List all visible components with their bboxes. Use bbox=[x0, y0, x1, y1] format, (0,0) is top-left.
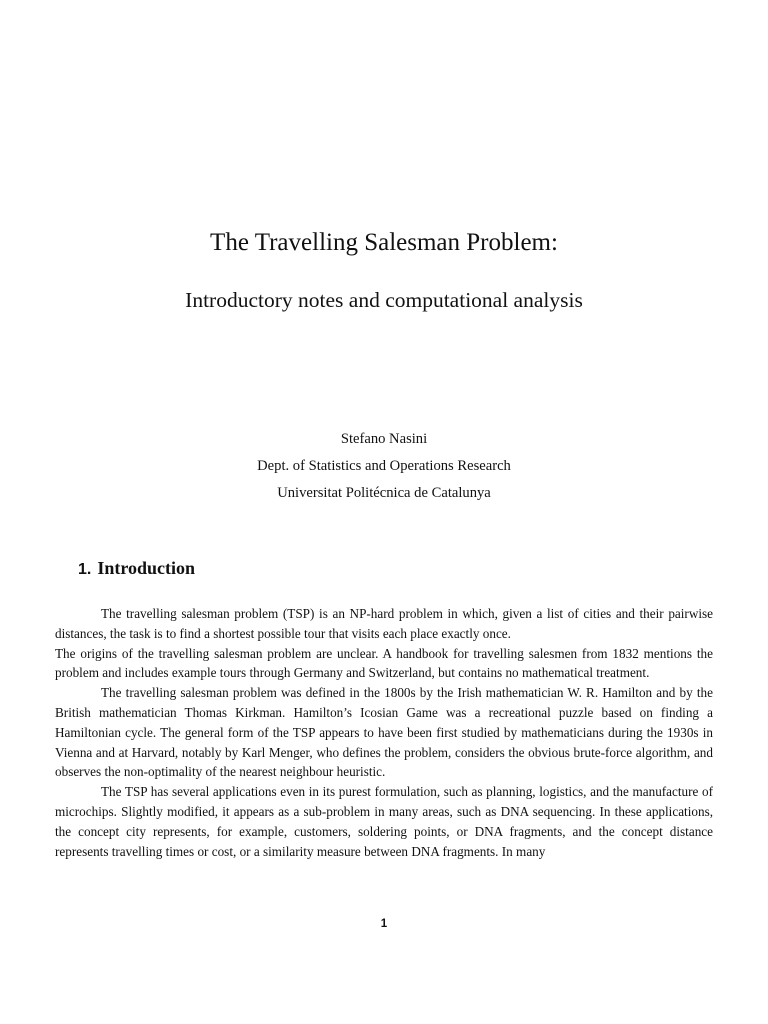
section-title: Introduction bbox=[97, 558, 196, 578]
section-number: 1. bbox=[78, 561, 92, 578]
document-title: The Travelling Salesman Problem: bbox=[210, 229, 558, 256]
author-block bbox=[0, 426, 768, 507]
author-university: Universitat Politécnica de Catalunya bbox=[277, 485, 491, 501]
body-text bbox=[55, 604, 713, 861]
paragraph-2: The origins of the travelling salesman problem are unclear. A handbook for travelling salesmen from 1832 mentions the problem and includes example tours through Germany and Switzerland, but contains no mathematical treatment. bbox=[55, 645, 713, 681]
paragraph-1: The travelling salesman problem (TSP) is an NP-hard problem in which, given a list of cities and their pairwise distances, the task is to find a shortest possible tour that visits each place exactly once. bbox=[55, 606, 713, 641]
section-heading bbox=[78, 556, 195, 582]
paragraph-3: The travelling salesman problem was defined in the 1800s by the Irish mathematician W. R. Hamilton and by the British mathematician Thomas Kirkman. Hamilton’s Icosian Game was a recreational puzzle based on finding a Hamiltonian cycle. The general form of the TSP appears to have been first studied by mathematicians during the 1930s in Vienna and at Harvard, notably by Karl Menger, who defines the problem, considers the obvious brute-force algorithm, and observes the non-optimality of the nearest neighbour heuristic. bbox=[55, 685, 713, 780]
paragraph-4: The TSP has several applications even in its purest formulation, such as planning, logistics, and the manufacture of microchips. Slightly modified, it appears as a sub-problem in many areas, such as DNA sequencing. In these applications, the concept city represents, for example, customers, soldering points, or DNA fragments, and the concept distance represents travelling times or cost, or a similarity measure between DNA fragments. In many bbox=[55, 784, 713, 859]
page-number: 1 bbox=[380, 918, 388, 930]
document-subtitle: Introductory notes and computational analysis bbox=[185, 288, 583, 312]
author-name: Stefano Nasini bbox=[340, 431, 428, 447]
author-department: Dept. of Statistics and Operations Research bbox=[257, 458, 511, 474]
